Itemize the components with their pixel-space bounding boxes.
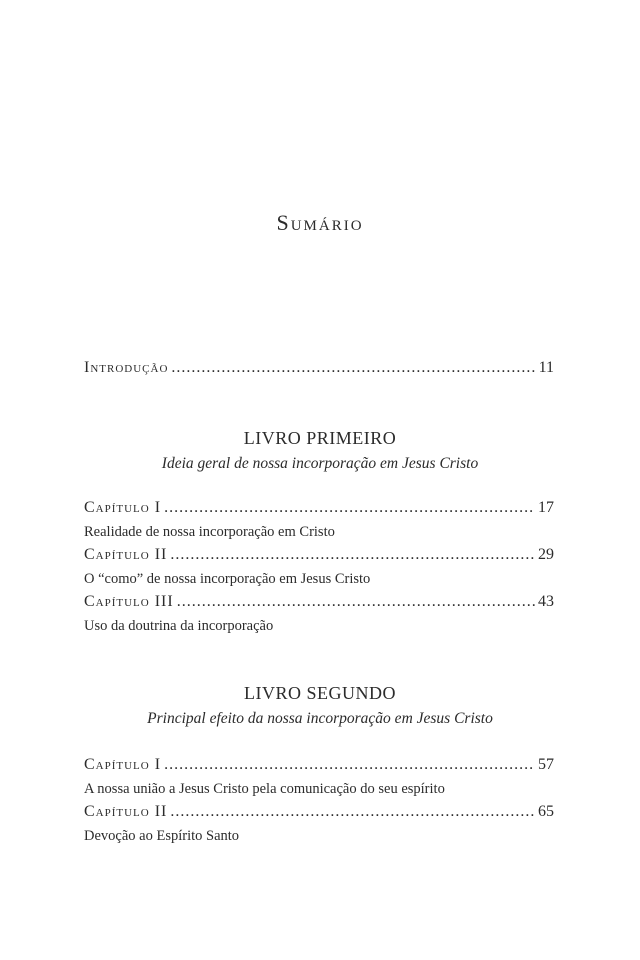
dot-leader — [170, 545, 535, 565]
toc-entry-introduction[interactable] — [84, 358, 554, 378]
toc-entry-chapter[interactable] — [84, 802, 554, 822]
book-subtitle: Ideia geral de nossa incorporação em Jesus Cristo — [161, 455, 479, 472]
page-title: Sumário — [276, 210, 364, 235]
entry-label: Capítulo I — [84, 756, 162, 773]
book-subtitle: Principal efeito da nossa incorporação em Jesus Cristo — [147, 710, 493, 727]
entry-label: Capítulo II — [84, 803, 168, 820]
entry-page-number: 17 — [538, 499, 554, 516]
dot-leader — [164, 755, 535, 775]
entry-label: Capítulo I — [84, 499, 162, 516]
toc-entry-chapter[interactable] — [84, 755, 554, 775]
chapter-description: O “como” de nossa incorporação em Jesus Cristo — [84, 571, 371, 587]
chapter-description: Devoção ao Espírito Santo — [84, 828, 240, 844]
dot-leader — [170, 802, 535, 822]
entry-label: Capítulo II — [84, 546, 168, 563]
entry-page-number: 11 — [538, 359, 554, 376]
entry-page-number: 57 — [538, 756, 554, 773]
toc-entry-chapter[interactable] — [84, 545, 554, 565]
chapter-description: Uso da doutrina da incorporação — [84, 618, 274, 634]
toc-entry-chapter[interactable] — [84, 498, 554, 518]
dot-leader — [171, 358, 535, 378]
entry-label: Introdução — [84, 359, 169, 376]
toc-entry-chapter[interactable] — [84, 592, 554, 612]
chapter-description: Realidade de nossa incorporação em Cristo — [84, 524, 335, 540]
entry-page-number: 65 — [538, 803, 554, 820]
book-heading: LIVRO SEGUNDO — [244, 683, 396, 703]
entry-label: Capítulo III — [84, 593, 174, 610]
dot-leader — [164, 498, 535, 518]
entry-page-number: 29 — [538, 546, 554, 563]
entry-page-number: 43 — [538, 593, 554, 610]
book-heading: LIVRO PRIMEIRO — [243, 428, 397, 448]
dot-leader — [177, 592, 535, 612]
chapter-description: A nossa união a Jesus Cristo pela comunicação do seu espírito — [84, 781, 445, 797]
